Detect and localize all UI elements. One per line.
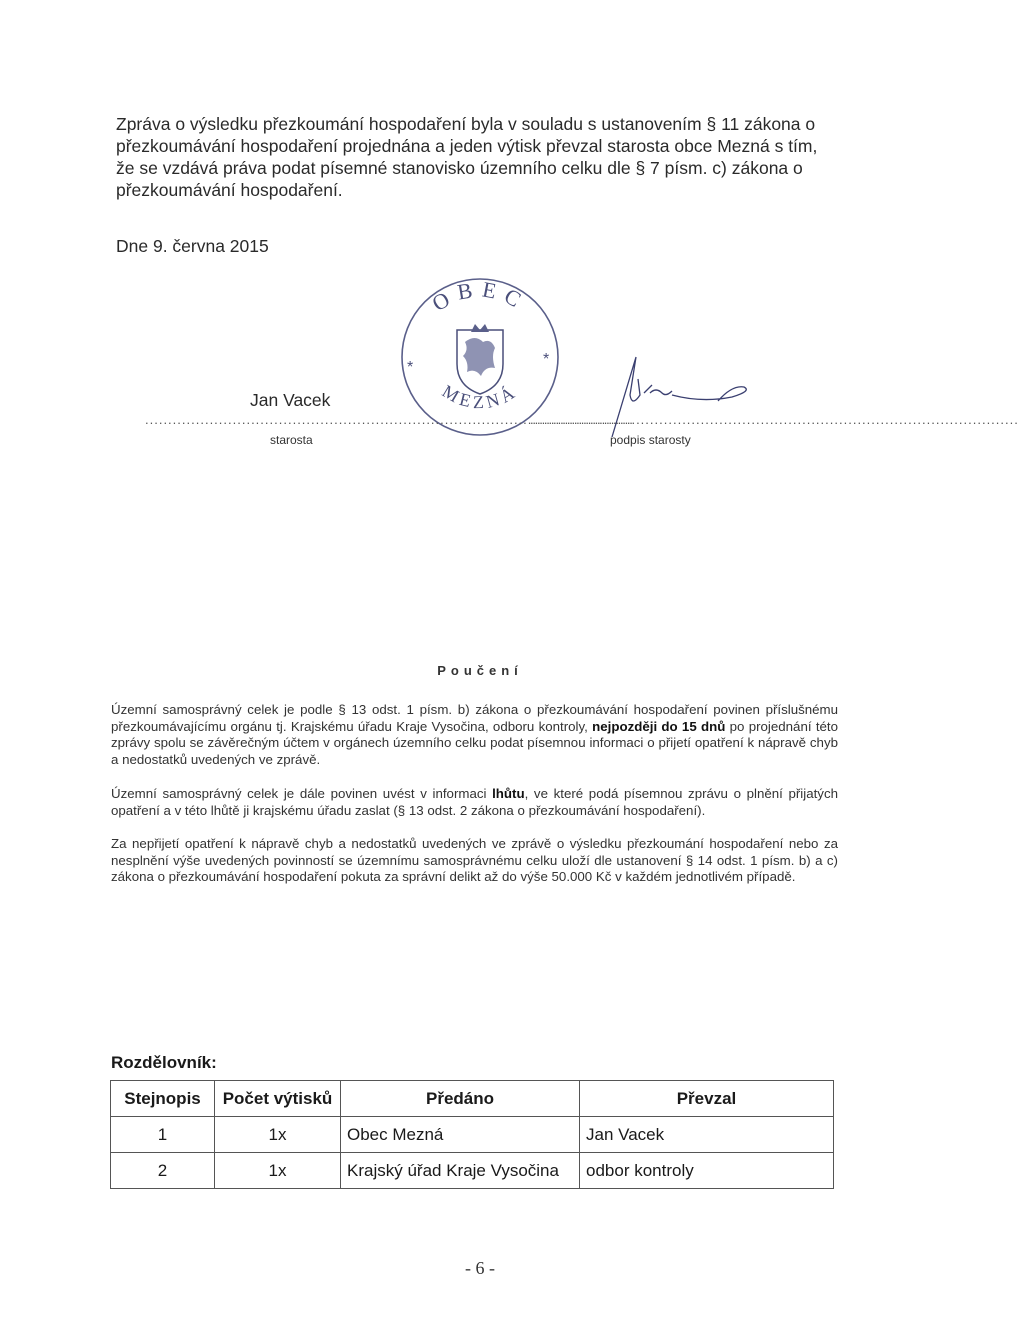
page-number: - 6 - xyxy=(465,1258,495,1278)
signature-dotted-line-right: .......................................................................................................... xyxy=(530,412,1019,427)
mayor-name: Jan Vacek xyxy=(250,390,331,410)
notice-paragraph-3 xyxy=(111,836,838,886)
cell-copy: 1 xyxy=(111,1117,215,1153)
stamp-star-right: * xyxy=(543,351,550,368)
table-row xyxy=(111,1153,834,1189)
notice-heading: Poučení xyxy=(437,663,523,678)
notice-p2-text-b: , ve které podá písemnou zprávu o plnění přijatých opatření a v této lhůtě ji krajskému úřadu zaslat (§ 13 odst. 2 zákona o přezkoumávání hospodaření). xyxy=(111,786,838,818)
coat-of-arms-icon xyxy=(457,324,503,394)
cell-handed-over: Obec Mezná xyxy=(341,1117,580,1153)
notice-paragraph-2 xyxy=(111,786,838,819)
cell-count: 1x xyxy=(215,1117,341,1153)
cell-received-by: odbor kontroly xyxy=(580,1153,834,1189)
cell-count: 1x xyxy=(215,1153,341,1189)
table-row xyxy=(111,1117,834,1153)
intro-text: Zpráva o výsledku přezkoumání hospodaření byla v souladu s ustanovením § 11 zákona o přezkoumávání hospodaření projednána a jeden výtisk převzal starosta obce Mezná s tím, že se vzdává práva podat písemné stanovisko územního celku dle § 7 písm. c) zákona o přezkoumávání hospodaření. xyxy=(116,114,818,200)
header-copy: Stejnopis xyxy=(111,1081,215,1117)
cell-received-by: Jan Vacek xyxy=(580,1117,834,1153)
header-received-by: Převzal xyxy=(580,1081,834,1117)
date-line: Dne 9. června 2015 xyxy=(116,236,269,256)
stamp-star-left: * xyxy=(407,359,414,376)
notice-p1-text-a: Územní samosprávný celek je podle § 13 odst. 1 písm. b) zákona o přezkoumávání hospodaření povinen příslušnému přezkoumávajícímu orgánu tj. Krajskému úřadu Kraje Vysočina, odboru kontroly, xyxy=(111,702,838,734)
stamp-top-text: OBEC xyxy=(427,276,533,317)
notice-p2-text-a: Územní samosprávný celek je dále povinen uvést v informaci xyxy=(111,786,493,801)
header-handed-over: Předáno xyxy=(341,1081,580,1117)
notice-paragraph-1 xyxy=(111,702,838,768)
signature-caption: podpis starosty xyxy=(610,433,691,447)
cell-handed-over: Krajský úřad Kraje Vysočina xyxy=(341,1153,580,1189)
intro-paragraph xyxy=(116,113,840,201)
table-header-row xyxy=(111,1081,834,1117)
distribution-table xyxy=(110,1080,834,1189)
header-count: Počet výtisků xyxy=(215,1081,341,1117)
signature-dotted-line-left: .......................................................................................................... xyxy=(145,412,634,427)
notice-p1-deadline: nejpozději do 15 dnů xyxy=(592,718,726,734)
handwritten-signature xyxy=(592,355,762,445)
stamp-bottom-text: MEZNÁ xyxy=(438,380,522,413)
svg-text:OBEC xyxy=(428,276,533,316)
cell-copy: 2 xyxy=(111,1153,215,1189)
svg-text:MEZNÁ xyxy=(439,380,521,412)
notice-p3-text: Za nepřijetí opatření k nápravě chyb a nedostatků uvedených ve zprávě o výsledku přezkoumání hospodaření nebo za nesplnění výše uvedených povinností se územnímu samosprávnému celku uloží dle ustanovení § 14 odst. 1 písm. b) a c) zákona o přezkoumávání hospodaření pokuta za správní delikt až do výše 50.000 Kč v každém jednotlivém případě. xyxy=(111,836,838,884)
notice-p1-text-b: po projednání této zprávy spolu se závěrečným účtem v orgánech územního celku podat písemnou informaci o přijetí opatření k nápravě chyb a nedostatků uvedených ve zprávě. xyxy=(111,718,838,767)
distribution-title: Rozdělovník: xyxy=(111,1053,217,1072)
notice-p2-term: lhůtu xyxy=(492,786,525,801)
mayor-caption: starosta xyxy=(270,433,313,447)
